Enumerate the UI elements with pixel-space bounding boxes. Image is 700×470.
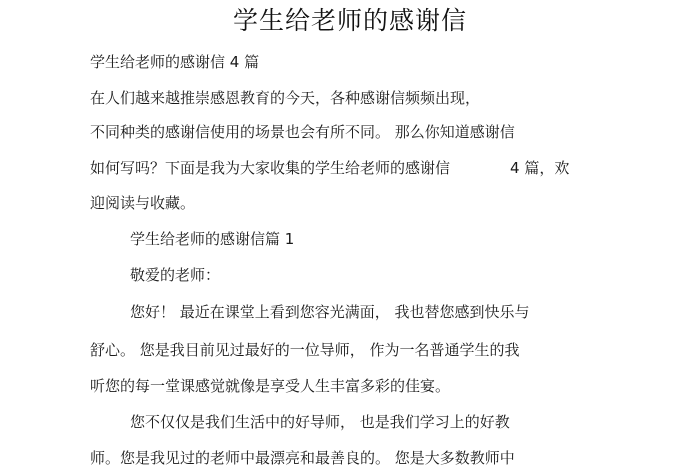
letter-salutation: 敬爱的老师： xyxy=(130,266,221,284)
intro-line-3-part-a: 如何写吗？下面是我为大家收集的学生给老师的感谢信 xyxy=(90,159,451,177)
letter-para1-line-2: 舒心。 您是我目前见过最好的一位导师， 作为一名普通学生的我 xyxy=(90,341,520,359)
intro-line-3-part-b: 4 篇，欢 xyxy=(510,159,570,177)
intro-line-4: 迎阅读与收藏。 xyxy=(90,194,196,212)
intro-line-2: 不同种类的感谢信使用的场景也会有所不同。 那么你知道感谢信 xyxy=(90,123,515,141)
letter-para1-line-1: 您好！ 最近在课堂上看到您容光满面， 我也替您感到快乐与 xyxy=(130,303,530,321)
intro-line-3 xyxy=(90,158,569,178)
document-subtitle: 学生给老师的感谢信 4 篇 xyxy=(90,53,260,71)
letter-heading: 学生给老师的感谢信篇 1 xyxy=(130,230,295,248)
intro-line-1: 在人们越来越推崇感恩教育的今天，各种感谢信频频出现， xyxy=(90,89,481,107)
letter-para1-line-3: 听您的每一堂课感觉就像是享受人生丰富多彩的佳宴。 xyxy=(90,377,451,395)
document-title: 学生给老师的感谢信 xyxy=(232,6,467,35)
letter-para2-line-2: 师。您是我见过的老师中最漂亮和最善良的。 您是大多数教师中 xyxy=(90,449,515,467)
letter-para2-line-1: 您不仅仅是我们生活中的好导师， 也是我们学习上的好教 xyxy=(130,413,510,431)
